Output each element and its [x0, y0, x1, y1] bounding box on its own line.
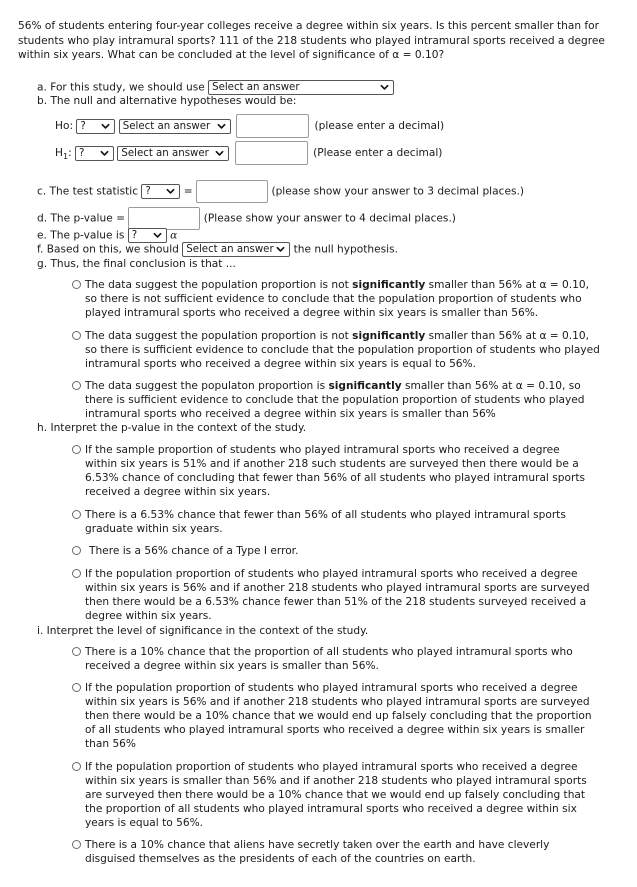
- p-value-interpretation-option[interactable]: [85, 508, 595, 536]
- decision-value: Select an answer: [186, 244, 274, 255]
- h0-operator-value: Select an answer: [122, 120, 211, 132]
- p-value-input[interactable]: [128, 207, 200, 230]
- problem-statement: 56% of students entering four-year colleges receive a degree within six years. Is this percent smaller than for students who play intramural sports? 111 of the 218 students who played intramural sports received a degree within six years. What can be concluded at the level of significance of α = 0.10?: [18, 20, 605, 61]
- h0-parameter-select[interactable]: [76, 119, 115, 134]
- conclusion-text-start: The data suggest the population proportion is not: [85, 279, 353, 291]
- chevron-down-icon: [217, 122, 226, 131]
- chevron-down-icon: [276, 245, 285, 254]
- radio-button[interactable]: [72, 647, 81, 656]
- chevron-down-icon: [380, 83, 389, 92]
- test-statistic-input[interactable]: [196, 180, 268, 203]
- radio-button[interactable]: [72, 762, 81, 771]
- h0-label: Ho:: [55, 120, 74, 132]
- radio-button[interactable]: [72, 510, 81, 519]
- radio-button[interactable]: [72, 569, 81, 578]
- significance-interpretation-option[interactable]: [85, 838, 597, 866]
- significance-interpretation-text: If the population proportion of students who played intramural sports who received a degree within six years is 56% and if another 218 students who played intramural sports are surveyed then there would be a 10% chance that we would end up falsely concluding that the proportion of all students who played intramural sports who received a degree within six years is smaller than 56%: [85, 682, 592, 750]
- significance-interpretation-option[interactable]: [85, 681, 597, 751]
- p-value-interpretation-text: There is a 56% chance of a Type I error.: [89, 545, 299, 557]
- radio-button[interactable]: [72, 331, 81, 340]
- conclusion-text-end: smaller than 56% at α = 0.10, so there is sufficient evidence to conclude that the population proportion of students who played intramural sports who received a degree within six years is equal to 56%.: [85, 330, 600, 370]
- h1-operator-value: Select an answer: [121, 147, 209, 159]
- study-type-select-value: Select an answer: [212, 82, 300, 93]
- conclusion-option[interactable]: [85, 329, 600, 371]
- radio-button[interactable]: [72, 445, 81, 454]
- h1-parameter-select[interactable]: [75, 146, 114, 161]
- decision-select[interactable]: [182, 242, 290, 257]
- p-value-interpretation-option[interactable]: [85, 567, 595, 623]
- part-g-label: g. Thus, the final conclusion is that ...: [37, 258, 236, 270]
- significance-interpretation-option[interactable]: [85, 760, 597, 830]
- conclusion-text-end: smaller than 56% at α = 0.10, so there is sufficient evidence to conclude that the population proportion of students who played intramural sports who received a degree within six years is smaller than 56%: [85, 380, 585, 420]
- chevron-down-icon: [101, 122, 110, 131]
- h1-label-colon: :: [68, 147, 72, 159]
- part-f-label: f. Based on this, we should: [37, 243, 179, 256]
- radio-button[interactable]: [72, 280, 81, 289]
- test-statistic-hint: (please show your answer to 3 decimal places.): [271, 185, 524, 198]
- part-d-label: d. The p-value =: [37, 212, 125, 225]
- p-value-comparison-select[interactable]: [128, 228, 167, 243]
- h1-parameter-value: ?: [79, 147, 85, 159]
- conclusion-text-emphasis: significantly: [352, 279, 426, 291]
- study-type-select[interactable]: [208, 80, 394, 95]
- chevron-down-icon: [166, 187, 175, 196]
- h0-value-input[interactable]: [236, 114, 309, 138]
- p-value-comparison-value: ?: [131, 230, 138, 241]
- h0-parameter-value: ?: [80, 120, 86, 132]
- h0-decimal-hint: (please enter a decimal): [314, 120, 445, 132]
- p-value-interpretation-option[interactable]: [85, 443, 595, 499]
- p-value-interpretation-option[interactable]: [89, 544, 595, 558]
- p-value-interpretation-text: If the sample proportion of students who played intramural sports who received a degree within six years is 51% and if another 218 such students are surveyed then there would be a 6.53% chance of concluding that fewer than 56% of all students who played intramural sports received a degree within six years.: [85, 444, 585, 498]
- chevron-down-icon: [100, 149, 109, 158]
- part-b-label: b. The null and alternative hypotheses would be:: [37, 95, 297, 107]
- part-h-label: h. Interpret the p-value in the context of the study.: [37, 422, 307, 434]
- alpha-symbol: α: [170, 229, 178, 242]
- significance-interpretation-text: There is a 10% chance that the proportion of all students who played intramural sports who received a degree within six years is smaller than 56%.: [85, 646, 573, 672]
- conclusion-option-text: [85, 329, 600, 371]
- significance-interpretation-option[interactable]: [85, 645, 597, 673]
- h0-operator-select[interactable]: [119, 119, 231, 134]
- h1-label-letter: H: [55, 147, 63, 159]
- part-c-label: c. The test statistic: [37, 185, 139, 198]
- part-a-label: a. For this study, we should use: [37, 81, 205, 94]
- p-value-hint: (Please show your answer to 4 decimal places.): [203, 212, 456, 225]
- conclusion-option-text: [85, 379, 600, 421]
- radio-button[interactable]: [72, 381, 81, 390]
- conclusion-text-start: The data suggest the population proportion is not: [85, 330, 353, 342]
- conclusion-option-text: [85, 278, 600, 320]
- significance-interpretation-text: If the population proportion of students who played intramural sports who received a degree within six years is smaller than 56% and if another 218 students who played intramural sports are surveyed then there would be a 10% chance that we would end up falsely concluding that the proportion of all students who played intramural sports who received a degree within six years is equal to 56%.: [85, 761, 587, 829]
- chevron-down-icon: [153, 231, 162, 240]
- conclusion-option[interactable]: [85, 278, 600, 320]
- conclusion-text-end: smaller than 56% at α = 0.10, so there is not sufficient evidence to conclude that the population proportion of students who played intramural sports who received a degree within six years is smaller than 56%.: [85, 279, 590, 319]
- part-f-suffix: the null hypothesis.: [293, 243, 398, 256]
- radio-button[interactable]: [72, 683, 81, 692]
- significance-interpretation-text: There is a 10% chance that aliens have secretly taken over the earth and have cleverly disguised themselves as the presidents of each of the countries on earth.: [85, 839, 550, 865]
- p-value-interpretation-text: If the population proportion of students who played intramural sports who received a degree within six years is 56% and if another 218 students who played intramural sports are surveyed then there would be a 6.53% chance fewer than 51% of the 218 students surveyed received a degree within six years.: [85, 568, 590, 622]
- equals-sign: =: [183, 185, 193, 198]
- h1-decimal-hint: (Please enter a decimal): [313, 147, 443, 159]
- test-statistic-type-value: ?: [145, 186, 151, 197]
- radio-button[interactable]: [72, 546, 81, 555]
- h1-label-subscript: 1: [62, 152, 69, 162]
- conclusion-text-start: The data suggest the populaton proportion is: [85, 380, 329, 392]
- part-i-label: i. Interpret the level of significance in the context of the study.: [37, 625, 369, 637]
- conclusion-text-emphasis: significantly: [328, 380, 402, 392]
- conclusion-text-emphasis: significantly: [352, 330, 426, 342]
- conclusion-option[interactable]: [85, 379, 600, 421]
- h1-label: [55, 147, 72, 162]
- chevron-down-icon: [215, 149, 224, 158]
- p-value-interpretation-text: There is a 6.53% chance that fewer than 56% of all students who played intramural sports graduate within six years.: [85, 509, 566, 535]
- radio-button[interactable]: [72, 840, 81, 849]
- h1-value-input[interactable]: [235, 141, 308, 165]
- h1-operator-select[interactable]: [117, 146, 229, 161]
- test-statistic-type-select[interactable]: [141, 184, 180, 199]
- part-e-label: e. The p-value is: [37, 229, 125, 242]
